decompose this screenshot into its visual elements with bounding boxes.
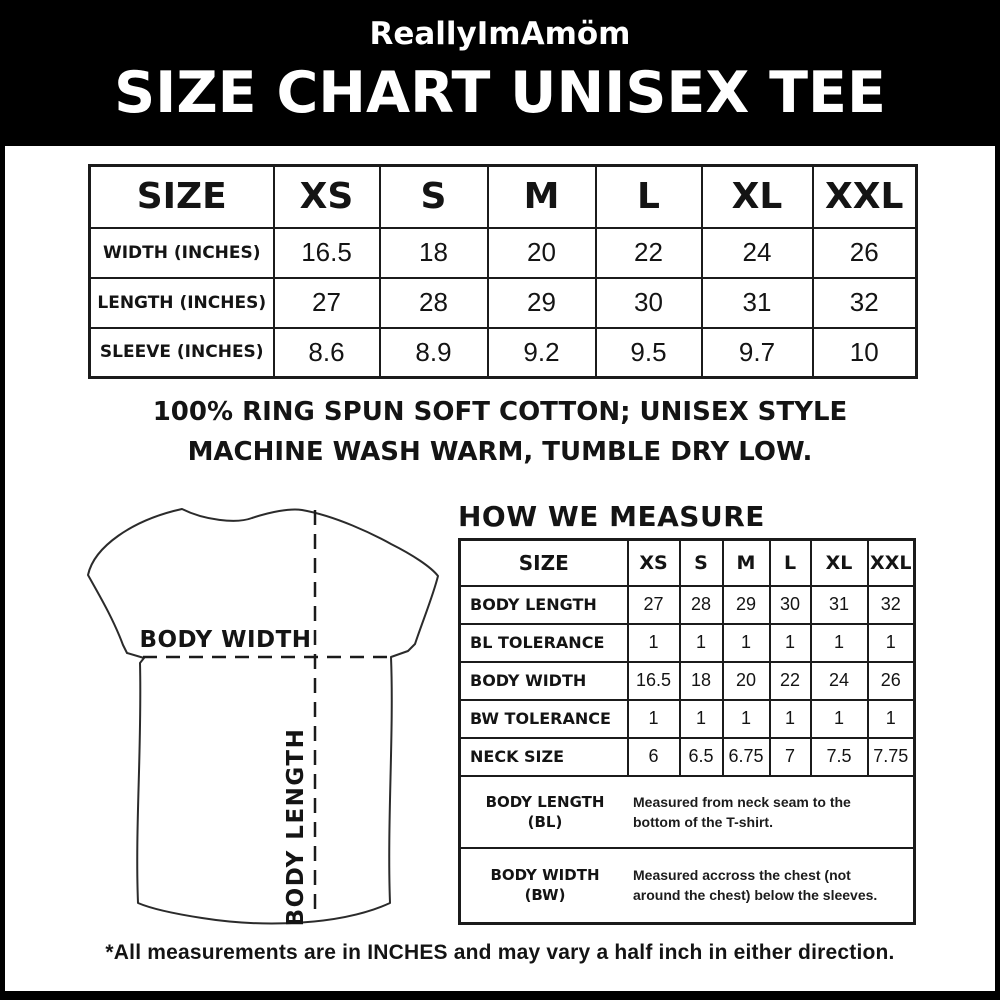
page-title: SIZE CHART UNISEX TEE bbox=[114, 60, 886, 126]
col-header-xxl: XXL bbox=[868, 540, 915, 586]
cell: 22 bbox=[770, 662, 811, 700]
table-row-length bbox=[90, 278, 917, 328]
row-label: NECK SIZE bbox=[460, 738, 628, 776]
footnote: *All measurements are in INCHES and may vary a half inch in either direction. bbox=[105, 941, 895, 964]
cell: 22 bbox=[596, 228, 702, 278]
cell: 30 bbox=[770, 586, 811, 624]
row-label: BW TOLERANCE bbox=[460, 700, 628, 738]
cell: 32 bbox=[868, 586, 915, 624]
col-header-xxl: XXL bbox=[813, 166, 917, 228]
cell: 29 bbox=[723, 586, 770, 624]
cell: 1 bbox=[811, 624, 868, 662]
cell: 1 bbox=[770, 700, 811, 738]
cell: 31 bbox=[702, 278, 813, 328]
cell: 1 bbox=[628, 624, 680, 662]
row-label: WIDTH (INCHES) bbox=[90, 228, 274, 278]
definition-term-line1: BODY WIDTH bbox=[490, 866, 600, 885]
cell: 6 bbox=[628, 738, 680, 776]
cell: 20 bbox=[488, 228, 596, 278]
table-row-width bbox=[90, 228, 917, 278]
cell: 1 bbox=[811, 700, 868, 738]
cell: 9.2 bbox=[488, 328, 596, 378]
cell: 7.5 bbox=[811, 738, 868, 776]
header-banner bbox=[0, 0, 1000, 146]
col-header-m: M bbox=[723, 540, 770, 586]
body-width-label: BODY WIDTH bbox=[139, 627, 312, 653]
cell: 27 bbox=[274, 278, 380, 328]
col-header-size: SIZE bbox=[90, 166, 274, 228]
cell: 10 bbox=[813, 328, 917, 378]
cell: 16.5 bbox=[274, 228, 380, 278]
definition-row-body-width bbox=[460, 848, 915, 924]
table-row-body-width bbox=[460, 662, 915, 700]
table-row-bw-tolerance bbox=[460, 700, 915, 738]
col-header-xs: XS bbox=[274, 166, 380, 228]
col-header-xl: XL bbox=[702, 166, 813, 228]
col-header-l: L bbox=[770, 540, 811, 586]
cell: 1 bbox=[770, 624, 811, 662]
table-header-row bbox=[90, 166, 917, 228]
row-label: BODY WIDTH bbox=[460, 662, 628, 700]
definition-term bbox=[461, 865, 629, 905]
cell: 24 bbox=[811, 662, 868, 700]
definition-cell bbox=[460, 848, 915, 924]
cell: 1 bbox=[723, 624, 770, 662]
care-line-2: MACHINE WASH WARM, TUMBLE DRY LOW. bbox=[187, 437, 813, 467]
cell: 16.5 bbox=[628, 662, 680, 700]
cell: 18 bbox=[680, 662, 723, 700]
tshirt-outline bbox=[88, 509, 438, 923]
definition-term bbox=[461, 792, 629, 832]
cell: 1 bbox=[680, 700, 723, 738]
row-label: BODY LENGTH bbox=[460, 586, 628, 624]
tshirt-diagram bbox=[80, 487, 445, 947]
definition-cell bbox=[460, 776, 915, 848]
body-length-label: BODY LENGTH bbox=[283, 727, 309, 927]
cell: 18 bbox=[380, 228, 488, 278]
cell: 28 bbox=[380, 278, 488, 328]
definition-description: Measured from neck seam to the bottom of the T-shirt. bbox=[633, 793, 851, 830]
definition-row-body-length bbox=[460, 776, 915, 848]
definition-wrap bbox=[461, 865, 913, 905]
cell: 26 bbox=[813, 228, 917, 278]
cell: 29 bbox=[488, 278, 596, 328]
cell: 8.9 bbox=[380, 328, 488, 378]
frame-edge-right bbox=[995, 0, 1000, 1000]
cell: 31 bbox=[811, 586, 868, 624]
col-header-size: SIZE bbox=[460, 540, 628, 586]
cell: 6.5 bbox=[680, 738, 723, 776]
brand-logo: ReallyImAmöm bbox=[369, 16, 631, 52]
cell: 27 bbox=[628, 586, 680, 624]
measure-section-title: HOW WE MEASURE bbox=[458, 500, 765, 533]
measure-table bbox=[458, 538, 916, 925]
col-header-s: S bbox=[380, 166, 488, 228]
cell: 1 bbox=[868, 700, 915, 738]
cell: 30 bbox=[596, 278, 702, 328]
col-header-m: M bbox=[488, 166, 596, 228]
row-label: BL TOLERANCE bbox=[460, 624, 628, 662]
cell: 20 bbox=[723, 662, 770, 700]
frame-edge-bottom bbox=[0, 991, 1000, 1000]
care-line-1: 100% RING SPUN SOFT COTTON; UNISEX STYLE bbox=[152, 397, 848, 427]
col-header-s: S bbox=[680, 540, 723, 586]
cell: 1 bbox=[868, 624, 915, 662]
cell: 32 bbox=[813, 278, 917, 328]
cell: 1 bbox=[680, 624, 723, 662]
cell: 26 bbox=[868, 662, 915, 700]
table-row-sleeve bbox=[90, 328, 917, 378]
cell: 1 bbox=[628, 700, 680, 738]
definition-term-line2: (BW) bbox=[524, 886, 566, 905]
care-instructions bbox=[0, 392, 1000, 472]
size-chart-table bbox=[88, 164, 918, 379]
cell: 6.75 bbox=[723, 738, 770, 776]
table-row-bl-tolerance bbox=[460, 624, 915, 662]
row-label: LENGTH (INCHES) bbox=[90, 278, 274, 328]
cell: 9.7 bbox=[702, 328, 813, 378]
col-header-xl: XL bbox=[811, 540, 868, 586]
col-header-l: L bbox=[596, 166, 702, 228]
definition-description: Measured accross the chest (not around the chest) below the sleeves. bbox=[633, 867, 878, 904]
cell: 1 bbox=[723, 700, 770, 738]
cell: 24 bbox=[702, 228, 813, 278]
row-label: SLEEVE (INCHES) bbox=[90, 328, 274, 378]
definition-term-line1: BODY LENGTH bbox=[485, 792, 605, 811]
table-header-row bbox=[460, 540, 915, 586]
cell: 7 bbox=[770, 738, 811, 776]
cell: 7.75 bbox=[868, 738, 915, 776]
definition-term-line2: (BL) bbox=[527, 812, 563, 831]
definition-wrap bbox=[461, 792, 913, 832]
cell: 9.5 bbox=[596, 328, 702, 378]
cell: 28 bbox=[680, 586, 723, 624]
col-header-xs: XS bbox=[628, 540, 680, 586]
cell: 8.6 bbox=[274, 328, 380, 378]
table-row-body-length bbox=[460, 586, 915, 624]
frame-edge-left bbox=[0, 0, 5, 1000]
table-row-neck-size bbox=[460, 738, 915, 776]
